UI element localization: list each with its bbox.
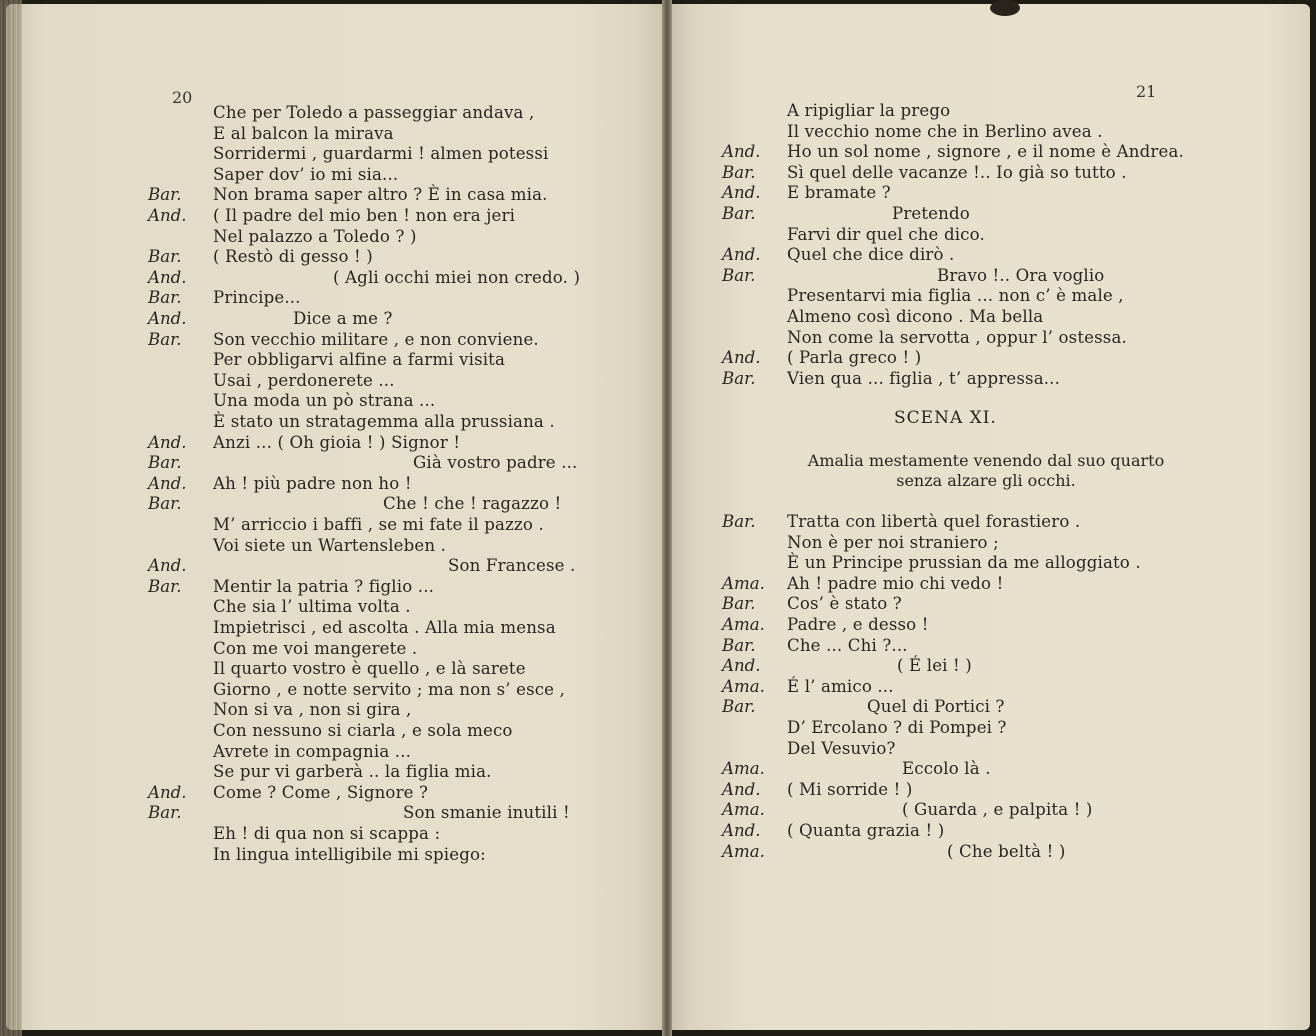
- speaker-label: Bar.: [722, 265, 756, 285]
- verse-line: Il quarto vostro è quello , e là sarete: [213, 659, 526, 679]
- verse-line: Non brama saper altro ? È in casa mia.: [213, 185, 548, 205]
- verse-line: È stato un stratagemma alla prussiana .: [213, 412, 555, 431]
- speaker-label: Bar.: [148, 576, 182, 596]
- verse-line: Del Vesuvio?: [787, 738, 896, 758]
- verse-line: Saper dov’ io mi sia...: [213, 164, 399, 184]
- speaker-label: Ama.: [722, 800, 765, 820]
- speaker-label: Bar.: [148, 247, 182, 267]
- verse-line: Farvi dir quel che dico.: [787, 224, 985, 244]
- verse-line: Cos’ è stato ?: [787, 594, 902, 614]
- verse-line: Che ... Chi ?...: [787, 635, 908, 655]
- speaker-label: And.: [148, 556, 187, 576]
- speaker-label: Bar.: [148, 288, 182, 308]
- speaker-label: And.: [148, 267, 187, 287]
- speaker-label: Bar.: [148, 329, 182, 349]
- verse-line: Non come la servotta , oppur l’ ostessa.: [787, 327, 1127, 347]
- speaker-label: Bar.: [148, 453, 182, 473]
- verse-line: Anzi ... ( Oh gioia ! ) Signor !: [213, 432, 461, 452]
- speaker-label: Ama.: [722, 573, 765, 593]
- speaker-label: And.: [722, 183, 761, 203]
- verse-line: Quel che dice dirò .: [787, 245, 955, 265]
- verse-line: E bramate ?: [787, 183, 891, 203]
- verse-line: Son Francese .: [448, 556, 576, 576]
- speaker-label: Ama.: [722, 759, 765, 779]
- verse-line: Pretendo: [892, 204, 970, 223]
- verse-line: Dice a me ?: [293, 309, 393, 328]
- verse-line: ( É lei ! ): [897, 656, 972, 676]
- right-page: [666, 4, 1310, 1030]
- verse-line: Son smanie inutili !: [403, 803, 570, 823]
- verse-line: Principe...: [213, 288, 301, 308]
- verse-line: ( Quanta grazia ! ): [787, 821, 945, 840]
- speaker-label: Bar.: [722, 697, 756, 717]
- speaker-label: Bar.: [148, 803, 182, 823]
- verse-line: Presentarvi mia figlia ... non c’ è male ,: [787, 286, 1124, 306]
- speaker-label: And.: [148, 782, 187, 802]
- verse-line: A ripigliar la prego: [787, 101, 951, 120]
- speaker-label: Bar.: [722, 512, 756, 531]
- verse-line: Non è per noi straniero ;: [787, 532, 999, 552]
- verse-line: ( Agli occhi miei non credo. ): [333, 267, 581, 287]
- verse-line: Con me voi mangerete .: [213, 638, 418, 658]
- speaker-label: And.: [148, 473, 187, 493]
- verse-line: Con nessuno si ciarla , e sola meco: [213, 721, 513, 740]
- verse-line: Bravo !.. Ora voglio: [937, 265, 1105, 285]
- verse-line: Il vecchio nome che in Berlino avea .: [787, 121, 1103, 141]
- verse-line: Se pur vi garberà .. la figlia mia.: [213, 762, 492, 782]
- verse-line: Per obbligarvi alfine a farmi visita: [213, 350, 506, 370]
- speaker-label: And.: [722, 656, 761, 676]
- verse-line: Eccolo là .: [902, 759, 991, 779]
- speaker-label: And.: [722, 142, 761, 162]
- speaker-label: Bar.: [722, 368, 756, 388]
- verse-line: Vien qua ... figlia , t’ appressa...: [787, 368, 1061, 388]
- verse-line: Son vecchio militare , e non conviene.: [213, 329, 539, 349]
- page-number-left: 20: [172, 88, 193, 107]
- verse-line: E al balcon la mirava: [213, 123, 394, 143]
- verse-line: Impietrisci , ed ascolta . Alla mia mensa: [213, 618, 556, 637]
- speaker-label: And.: [148, 309, 187, 328]
- verse-line: Ah ! più padre non ho !: [213, 473, 412, 493]
- verse-line: Padre , e desso !: [787, 615, 929, 634]
- speaker-label: And.: [148, 432, 187, 452]
- verse-line: Già vostro padre ...: [413, 453, 578, 473]
- verse-line: Che sia l’ ultima volta .: [213, 597, 411, 617]
- verse-line: Sì quel delle vacanze !.. Io già so tutto .: [787, 162, 1127, 182]
- verse-line: Che ! che ! ragazzo !: [383, 494, 562, 514]
- verse-line: Una moda un pò strana ...: [213, 391, 436, 411]
- verse-line: Usai , perdonerete ...: [213, 370, 395, 390]
- stage-direction-line-2: senza alzare gli occhi.: [896, 471, 1076, 490]
- verse-line: D’ Ercolano ? di Pompei ?: [787, 718, 1007, 737]
- verse-line: Quel di Portici ?: [867, 697, 1005, 717]
- verse-line: Non si va , non si gira ,: [213, 700, 412, 720]
- verse-line: ( Il padre del mio ben ! non era jeri: [213, 206, 516, 225]
- verse-line: Giorno , e notte servito ; ma non s’ esce ,: [213, 679, 565, 699]
- speaker-label: Bar.: [722, 162, 756, 182]
- speaker-label: Bar.: [148, 185, 182, 205]
- page-edges: [0, 0, 22, 1036]
- scene-heading: SCENA XI.: [894, 408, 997, 428]
- speaker-label: Bar.: [148, 494, 182, 514]
- verse-line: Almeno così dicono . Ma bella: [787, 307, 1044, 326]
- left-page: [6, 4, 670, 1030]
- verse-line: Sorridermi , guardarmi ! almen potessi: [213, 144, 549, 164]
- page-number-right: 21: [1136, 82, 1157, 101]
- speaker-label: And.: [722, 348, 761, 368]
- verse-line: ( Parla greco ! ): [787, 348, 922, 368]
- verse-line: Ho un sol nome , signore , e il nome è Andrea.: [787, 142, 1184, 162]
- verse-line: Come ? Come , Signore ?: [213, 782, 429, 802]
- verse-line: Nel palazzo a Toledo ? ): [213, 226, 417, 246]
- speaker-label: And.: [722, 779, 761, 799]
- speaker-label: Ama.: [722, 615, 765, 634]
- speaker-label: And.: [722, 821, 761, 840]
- speaker-label: Ama.: [722, 841, 765, 861]
- verse-line: Eh ! di qua non si scappa :: [213, 824, 441, 843]
- verse-line: Avrete in compagnia ...: [213, 741, 412, 761]
- verse-line: É l’ amico ...: [787, 676, 894, 696]
- ink-blot: [990, 0, 1020, 16]
- stage-direction-line-1: Amalia mestamente venendo dal suo quarto: [807, 451, 1165, 470]
- speaker-label: And.: [722, 245, 761, 265]
- speaker-label: Ama.: [722, 676, 765, 696]
- book-gutter: [662, 0, 672, 1036]
- verse-line: ( Restò di gesso ! ): [213, 247, 373, 267]
- verse-line: ( Che beltà ! ): [947, 841, 1066, 861]
- verse-line: Voi siete un Wartensleben .: [213, 535, 447, 555]
- verse-line: M’ arriccio i baffi , se mi fate il pazzo .: [213, 515, 544, 534]
- speaker-label: Bar.: [722, 204, 756, 223]
- speaker-label: Bar.: [722, 635, 756, 655]
- verse-line: Che per Toledo a passeggiar andava ,: [213, 103, 535, 122]
- verse-line: Tratta con libertà quel forastiero .: [787, 512, 1081, 531]
- verse-line: In lingua intelligibile mi spiego:: [213, 844, 486, 864]
- speaker-label: And.: [148, 206, 187, 225]
- verse-line: ( Guarda , e palpita ! ): [902, 800, 1093, 820]
- verse-line: Ah ! padre mio chi vedo !: [787, 573, 1004, 593]
- verse-line: Mentir la patria ? figlio ...: [213, 576, 435, 596]
- verse-line: ( Mi sorride ! ): [787, 779, 913, 799]
- verse-line: È un Principe prussian da me alloggiato .: [787, 553, 1141, 573]
- speaker-label: Bar.: [722, 594, 756, 614]
